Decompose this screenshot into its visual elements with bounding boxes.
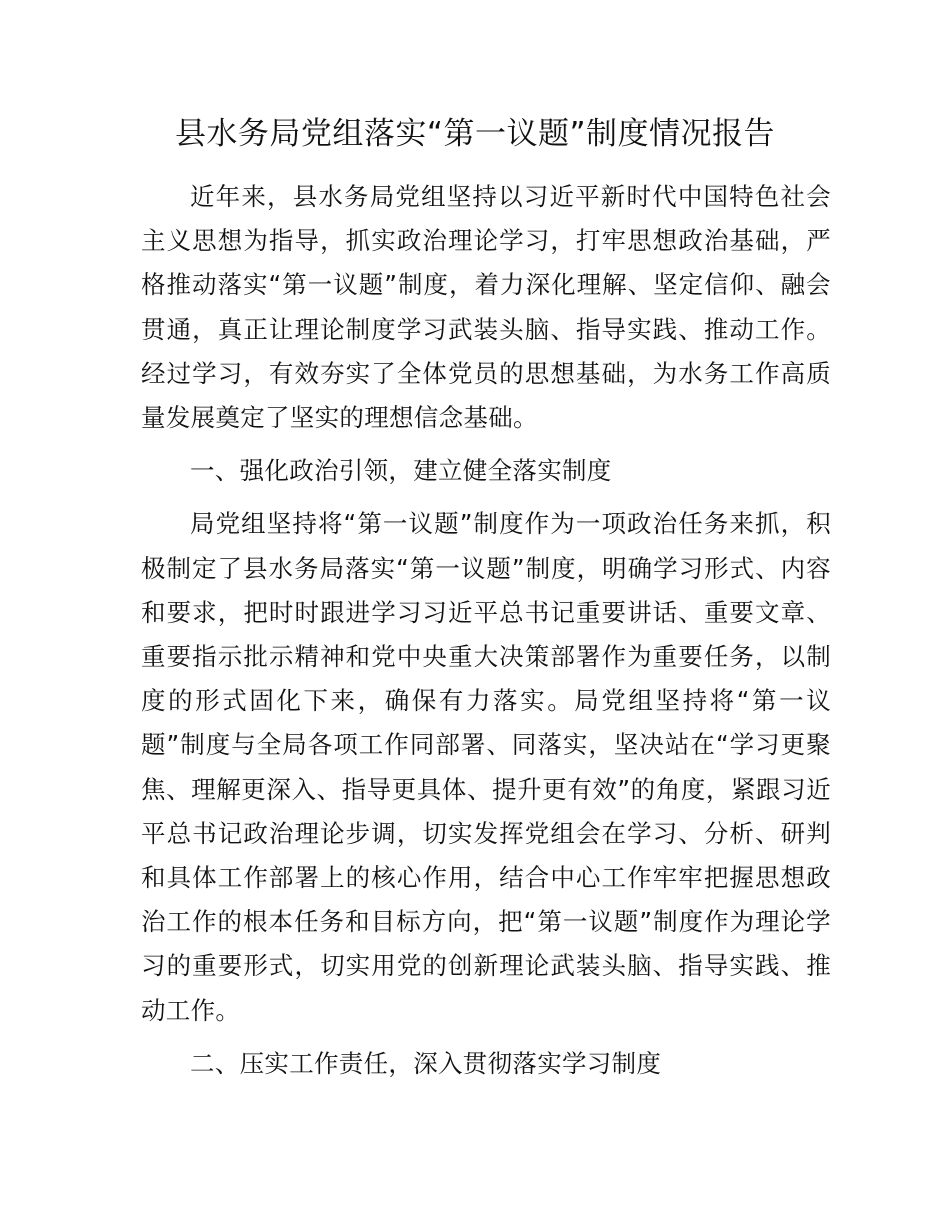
document-title: 县水务局党组落实“第一议题”制度情况报告 [174, 116, 776, 152]
document-body [141, 175, 831, 1095]
section-2-heading: 二、压实工作责任，深入贯彻落实学习制度 [190, 1048, 662, 1078]
intro-paragraph: 近年来，县水务局党组坚持以习近平新时代中国特色社会主义思想为指导，抓实政治理论学习，打牢思想政治基础，严格推动落实“第一议题”制度，着力深化理解、坚定信仰、融会贯通，真正让理论制度学习武装头脑、指导实践、推动工作。经过学习，有效夯实了全体党员的思想基础，为水务工作高质量发展奠定了坚实的理想信念基础。 [141, 182, 831, 433]
section-1-heading: 一、强化政治引领，建立健全落实制度 [190, 456, 612, 486]
section-1-paragraph: 局党组坚持将“第一议题”制度作为一项政治任务来抓，积极制定了县水务局落实“第一议题”制度，明确学习形式、内容和要求，把时时跟进学习习近平总书记重要讲话、重要文章、重要指示批示精神和党中央重大决策部署作为重要任务，以制度的形式固化下来，确保有力落实。局党组坚持将“第一议题”制度与全局各项工作同部署、同落实，坚决站在“学习更聚焦、理解更深入、指导更具体、提升更有效”的角度，紧跟习近平总书记政治理论步调，切实发挥党组会在学习、分析、研判和具体工作部署上的核心作用，结合中心工作牢牢把握思想政治工作的根本任务和目标方向，把“第一议题”制度作为理论学习的重要形式，切实用党的创新理论武装头脑、指导实践、推动工作。 [141, 509, 831, 1025]
